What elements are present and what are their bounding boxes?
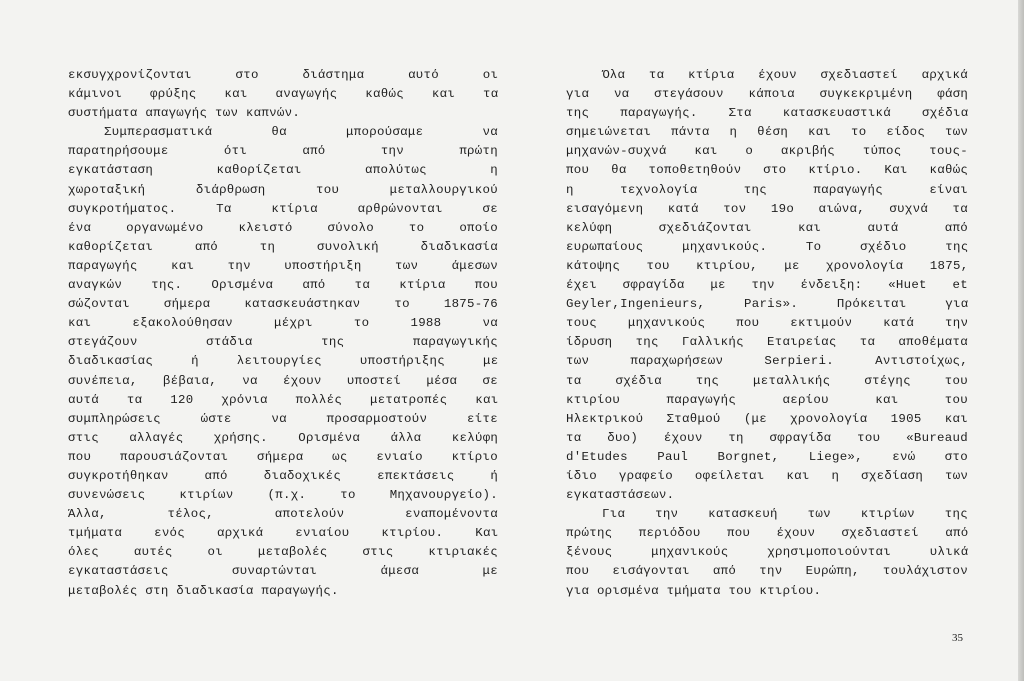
- text-line: για να στεγάσουν κάποια συγκεκριμένη φάση: [566, 87, 969, 102]
- text-line: στις αλλαγές χρήσης. Ορισμένα άλλα κελύφη: [68, 430, 499, 445]
- text-line: ίδρυση της Γαλλικής Εταιρείας τα αποθέματα: [566, 335, 968, 350]
- page-edge-shadow: [1018, 0, 1024, 681]
- text-line: τμήματα ενός αρχικά ενιαίου κτιρίου. Και: [68, 526, 499, 541]
- text-line: Άλλα, τέλος, αποτελούν εναπομένοντα: [68, 507, 498, 522]
- text-line: εγκαταστάσεις συναρτώνται άμεσα με: [68, 564, 499, 579]
- text-line: Όλα τα κτίρια έχουν σχεδιαστεί αρχικά: [602, 68, 968, 82]
- text-line: διαδικασίας ή λειτουργίες υποστήριξης με: [68, 354, 499, 369]
- text-line: κάμινοι φρύξης και αναγωγής καθώς και τα: [68, 87, 499, 102]
- text-line: συστήματα απαγωγής των καπνών.: [68, 106, 301, 121]
- text-line: εγκαταστάσεων.: [566, 488, 675, 503]
- text-line: μεταβολές στη διαδικασία παραγωγής.: [68, 583, 339, 598]
- text-line: κελύφη σχεδιάζονται και αυτά από: [566, 220, 968, 235]
- left-text-column: [68, 66, 498, 601]
- text-line: παραγωγής και την υποστήριξη των άμεσων: [68, 258, 498, 273]
- text-line: των παραχωρήσεων Serpieri. Αντιστοίχως,: [566, 354, 968, 369]
- text-line: και εξακολούθησαν μέχρι το 1988 να: [68, 316, 499, 331]
- text-line: Ηλεκτρικού Σταθμού (με χρονολογία 1905 και: [566, 411, 968, 426]
- text-line: χωροταξική διάρθρωση του μεταλλουργικού: [68, 182, 498, 197]
- text-line: Geyler,Ingenieurs, Paris». Πρόκειται για: [566, 297, 969, 312]
- text-line: ένα οργανωμένο κλειστό σύνολο το οποίο: [68, 220, 498, 235]
- text-line: συνενώσεις κτιρίων (π.χ. το Μηχανουργείο).: [68, 488, 498, 503]
- text-line: τα δυο) έχουν τη σφραγίδα του «Bureaud: [566, 430, 968, 445]
- text-line: Για την κατασκευή των κτιρίων της: [602, 507, 968, 522]
- text-line: που εισάγονται από την Ευρώπη, τουλάχιστον: [566, 564, 968, 579]
- page-number: 35: [952, 632, 963, 644]
- text-line: ίδιο γραφείο οφείλεται και η σχεδίαση των: [566, 468, 969, 483]
- text-line: αναγκών της. Ορισμένα από τα κτίρια που: [68, 278, 498, 293]
- text-line: εγκατάσταση καθορίζεται απολύτως η: [68, 163, 499, 178]
- text-line: για ορισμένα τμήματα του κτιρίου.: [566, 583, 822, 598]
- text-line: συνέπεια, βέβαια, να έχουν υποστεί μέσα σε: [68, 373, 498, 388]
- text-line: πρώτης περιόδου που έχουν σχεδιαστεί από: [566, 526, 969, 541]
- text-line: κτιρίου παραγωγής αερίου και του: [566, 392, 968, 407]
- text-line: εισαγόμενη κατά τον 19ο αιώνα, συχνά τα: [566, 201, 968, 216]
- text-line: έχει σφραγίδα με την ένδειξη: «Huet et: [566, 278, 968, 293]
- text-line: d'Etudes Paul Borgnet, Liege», ενώ στο: [566, 449, 968, 464]
- text-line: καθορίζεται από τη συνολική διαδικασία: [68, 239, 498, 254]
- text-line: στεγάζουν στάδια της παραγωγικής: [68, 335, 498, 350]
- text-line: παρατηρήσουμε ότι από την πρώτη: [68, 144, 498, 159]
- text-line: ευρωπαίους μηχανικούς. Το σχέδιο της: [566, 239, 969, 254]
- text-line: τους μηχανικούς που εκτιμούν κατά την: [566, 316, 969, 331]
- text-line: η τεχνολογία της παραγωγής είναι: [566, 182, 968, 197]
- text-line: κάτοψης του κτιρίου, με χρονολογία 1875,: [566, 258, 969, 273]
- text-line: που θα τοποθετηθούν στο κτίριο. Και καθώς: [566, 163, 969, 178]
- text-line: όλες αυτές οι μεταβολές στις κτιριακές: [68, 545, 498, 560]
- text-line: εκσυγχρονίζονται στο διάστημα αυτό οι: [68, 68, 499, 82]
- text-line: μηχανών-συχνά και ο ακριβής τύπος τους-: [566, 144, 968, 159]
- right-text-column: [566, 66, 968, 601]
- text-line: ξένους μηχανικούς χρησιμοποιούνται υλικά: [566, 545, 969, 560]
- text-line: αυτά τα 120 χρόνια πολλές μετατροπές και: [68, 392, 499, 407]
- text-line: Συμπερασματικά θα μπορούσαμε να: [104, 125, 498, 140]
- text-line: που παρουσιάζονται σήμερα ως ενιαίο κτίριο: [68, 449, 498, 464]
- text-line: συγκροτήματος. Τα κτίρια αρθρώνονται σε: [68, 201, 498, 216]
- text-line: της παραγωγής. Στα κατασκευαστικά σχέδια: [566, 106, 969, 121]
- text-line: συμπληρώσεις ώστε να προσαρμοστούν είτε: [68, 411, 498, 426]
- text-line: συγκροτήθηκαν από διαδοχικές επεκτάσεις ή: [68, 468, 499, 483]
- text-line: σώζονται σήμερα κατασκευάστηκαν το 1875-76: [68, 297, 498, 312]
- text-line: σημειώνεται πάντα η θέση και το είδος των: [566, 125, 969, 140]
- text-line: τα σχέδια της μεταλλικής στέγης του: [566, 373, 968, 388]
